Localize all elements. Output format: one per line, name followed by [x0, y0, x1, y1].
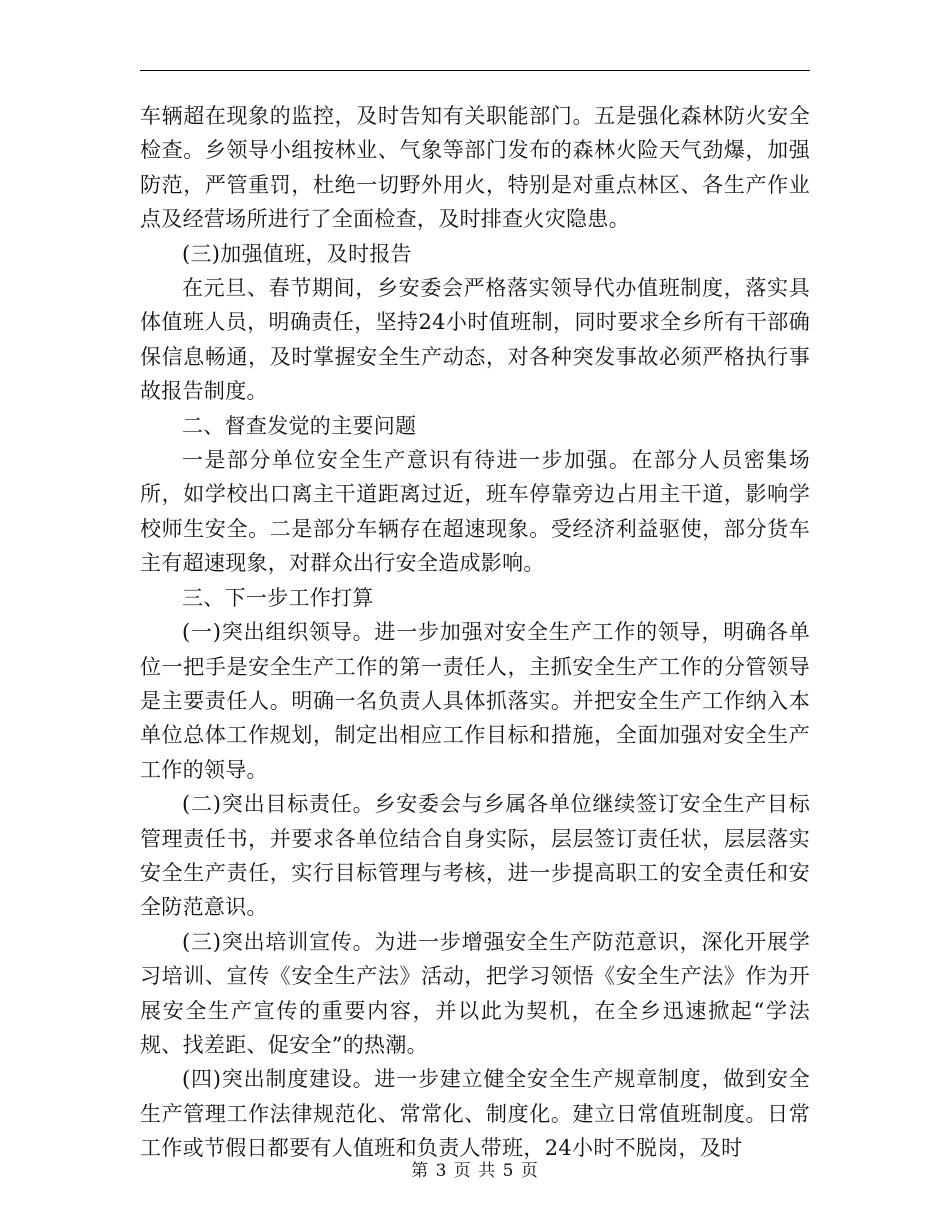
document-body [140, 99, 810, 1166]
paragraph-1: 车辆超在现象的监控，及时告知有关职能部门。五是强化森林防火安全检查。乡领导小组按林业、气象等部门发布的森林火险天气劲爆，加强防范，严管重罚，杜绝一切野外用火，特别是对重点林区、各生产作业点及经营场所进行了全面检查，及时排查火灾隐患。 [140, 104, 810, 232]
page-number-footer: 第 3 页 共 5 页 [411, 1161, 539, 1181]
section-heading-duty: (三)加强值班，及时报告 [182, 241, 412, 266]
section-heading-next-steps: 三、下一步工作打算 [182, 585, 374, 610]
paragraph-leadership: (一)突出组织领导。进一步加强对安全生产工作的领导，明确各单位一把手是安全生产工作的第一责任人，主抓安全生产工作的分管领导是主要责任人。明确一名负责人具体抓落实。并把安全生产工作纳入本单位总体工作规划，制定出相应工作目标和措施，全面加强对安全生产工作的领导。 [140, 620, 810, 782]
paragraph-responsibility: (二)突出目标责任。乡安委会与乡属各单位继续签订安全生产目标管理责任书，并要求各单位结合自身实际，层层签订责任状，层层落实安全生产责任，实行目标管理与考核，进一步提高职工的安全责任和安全防范意识。 [140, 792, 810, 920]
paragraph-institution: (四)突出制度建设。进一步建立健全安全生产规章制度，做到安全生产管理工作法律规范化、常常化、制度化。建立日常值班制度。日常工作或节假日都要有人值班和负责人带班，24小时不脱岗，及时 [140, 1067, 810, 1161]
header-rule [140, 70, 810, 71]
paragraph-training: (三)突出培训宣传。为进一步增强安全生产防范意识，深化开展学习培训、宣传《安全生产法》活动，把学习领悟《安全生产法》作为开展安全生产宣传的重要内容，并以此为契机，在全乡迅速掀起“学法规、找差距、促安全”的热潮。 [140, 929, 810, 1057]
paragraph-duty: 在元旦、春节期间，乡安委会严格落实领导代办值班制度，落实具体值班人员，明确责任，坚持24小时值班制，同时要求全乡所有干部确保信息畅通，及时掌握安全生产动态，对各种突发事故必须严格执行事故报告制度。 [140, 276, 810, 404]
paragraph-problems: 一是部分单位安全生产意识有待进一步加强。在部分人员密集场所，如学校出口离主干道距离过近，班车停靠旁边占用主干道，影响学校师生安全。二是部分车辆存在超速现象。受经济利益驱使，部分货车主有超速现象，对群众出行安全造成影响。 [140, 448, 810, 576]
section-heading-problems: 二、督查发觉的主要问题 [182, 413, 417, 438]
